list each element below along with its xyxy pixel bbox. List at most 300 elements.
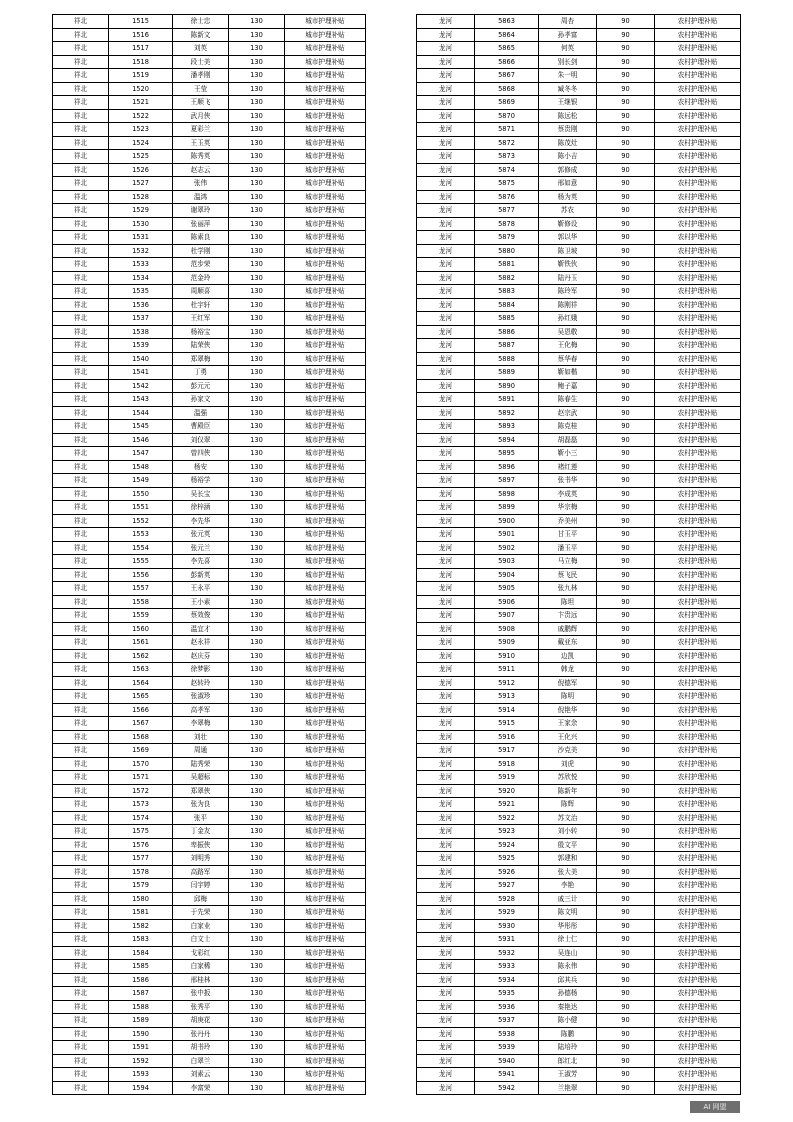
table-row (417, 55, 741, 69)
name-cell: 白家稀 (173, 960, 229, 974)
district-cell: 龙河 (417, 730, 475, 744)
table-row (417, 919, 741, 933)
district-cell: 祥北 (53, 960, 109, 974)
amount-cell: 130 (229, 730, 285, 744)
amount-cell: 90 (597, 352, 655, 366)
district-cell: 龙河 (417, 676, 475, 690)
serial-cell: 5915 (475, 717, 539, 731)
district-cell: 祥北 (53, 501, 109, 515)
name-cell: 戴亚东 (539, 636, 597, 650)
serial-cell: 5884 (475, 298, 539, 312)
district-cell: 龙河 (417, 528, 475, 542)
serial-cell: 1569 (109, 744, 173, 758)
name-cell: 郎红北 (539, 1054, 597, 1068)
subsidy-type-cell: 农村护理补贴 (655, 285, 741, 299)
amount-cell: 130 (229, 69, 285, 83)
table-row (53, 474, 366, 488)
subsidy-type-cell: 城市护理补贴 (285, 163, 366, 177)
subsidy-type-cell: 城市护理补贴 (285, 730, 366, 744)
amount-cell: 90 (597, 690, 655, 704)
amount-cell: 130 (229, 622, 285, 636)
subsidy-type-cell: 城市护理补贴 (285, 1027, 366, 1041)
subsidy-type-cell: 农村护理补贴 (655, 879, 741, 893)
serial-cell: 1549 (109, 474, 173, 488)
amount-cell: 130 (229, 42, 285, 56)
amount-cell: 130 (229, 258, 285, 272)
table-row (53, 420, 366, 434)
subsidy-type-cell: 农村护理补贴 (655, 312, 741, 326)
table-row (417, 406, 741, 420)
amount-cell: 130 (229, 136, 285, 150)
name-cell: 陈素良 (173, 231, 229, 245)
table-row (53, 811, 366, 825)
subsidy-type-cell: 城市护理补贴 (285, 960, 366, 974)
serial-cell: 1590 (109, 1027, 173, 1041)
subsidy-type-cell: 城市护理补贴 (285, 865, 366, 879)
district-cell: 龙河 (417, 744, 475, 758)
amount-cell: 130 (229, 487, 285, 501)
district-cell: 祥北 (53, 258, 109, 272)
table-row (417, 946, 741, 960)
amount-cell: 90 (597, 825, 655, 839)
serial-cell: 1539 (109, 339, 173, 353)
serial-cell: 1515 (109, 15, 173, 29)
district-cell: 龙河 (417, 973, 475, 987)
subsidy-type-cell: 农村护理补贴 (655, 1000, 741, 1014)
watermark-logo: AI 网盟 (690, 1101, 740, 1113)
serial-cell: 5917 (475, 744, 539, 758)
name-cell: 潘玉平 (539, 541, 597, 555)
district-cell: 龙河 (417, 82, 475, 96)
table-row (417, 541, 741, 555)
district-cell: 祥北 (53, 906, 109, 920)
district-cell: 龙河 (417, 906, 475, 920)
subsidy-type-cell: 城市护理补贴 (285, 757, 366, 771)
name-cell: 李富荣 (173, 1081, 229, 1095)
serial-cell: 1592 (109, 1054, 173, 1068)
serial-cell: 5922 (475, 811, 539, 825)
amount-cell: 90 (597, 1068, 655, 1082)
name-cell: 张书华 (539, 474, 597, 488)
table-row (417, 879, 741, 893)
district-cell: 龙河 (417, 514, 475, 528)
district-cell: 祥北 (53, 528, 109, 542)
serial-cell: 1560 (109, 622, 173, 636)
district-cell: 祥北 (53, 109, 109, 123)
table-row (53, 568, 366, 582)
district-cell: 龙河 (417, 177, 475, 191)
district-cell: 龙河 (417, 190, 475, 204)
subsidy-type-cell: 城市护理补贴 (285, 892, 366, 906)
district-cell: 龙河 (417, 946, 475, 960)
name-cell: 郭修成 (539, 163, 597, 177)
amount-cell: 130 (229, 406, 285, 420)
district-cell: 祥北 (53, 231, 109, 245)
district-cell: 祥北 (53, 150, 109, 164)
subsidy-type-cell: 城市护理补贴 (285, 55, 366, 69)
serial-cell: 5874 (475, 163, 539, 177)
district-cell: 祥北 (53, 217, 109, 231)
table-row (417, 663, 741, 677)
district-cell: 祥北 (53, 487, 109, 501)
amount-cell: 130 (229, 474, 285, 488)
name-cell: 陈新文 (173, 28, 229, 42)
amount-cell: 90 (597, 15, 655, 29)
amount-cell: 130 (229, 433, 285, 447)
subsidy-type-cell: 农村护理补贴 (655, 933, 741, 947)
subsidy-type-cell: 城市护理补贴 (285, 190, 366, 204)
table-row (417, 703, 741, 717)
name-cell: 陆培玲 (539, 1041, 597, 1055)
table-row (417, 433, 741, 447)
serial-cell: 1541 (109, 366, 173, 380)
district-cell: 龙河 (417, 393, 475, 407)
amount-cell: 90 (597, 1014, 655, 1028)
district-cell: 祥北 (53, 514, 109, 528)
district-cell: 祥北 (53, 838, 109, 852)
name-cell: 张中扳 (173, 987, 229, 1001)
subsidy-type-cell: 农村护理补贴 (655, 946, 741, 960)
serial-cell: 1563 (109, 663, 173, 677)
name-cell: 张元英 (173, 528, 229, 542)
subsidy-type-cell: 农村护理补贴 (655, 852, 741, 866)
subsidy-type-cell: 农村护理补贴 (655, 28, 741, 42)
district-cell: 龙河 (417, 784, 475, 798)
subsidy-type-cell: 农村护理补贴 (655, 150, 741, 164)
subsidy-type-cell: 农村护理补贴 (655, 352, 741, 366)
table-row (417, 1054, 741, 1068)
table-row (417, 271, 741, 285)
table-row (53, 271, 366, 285)
serial-cell: 5894 (475, 433, 539, 447)
subsidy-type-cell: 城市护理补贴 (285, 501, 366, 515)
name-cell: 沙克美 (539, 744, 597, 758)
serial-cell: 5878 (475, 217, 539, 231)
serial-cell: 5913 (475, 690, 539, 704)
amount-cell: 90 (597, 258, 655, 272)
serial-cell: 1588 (109, 1000, 173, 1014)
district-cell: 祥北 (53, 595, 109, 609)
name-cell: 白文士 (173, 933, 229, 947)
subsidy-type-cell: 农村护理补贴 (655, 406, 741, 420)
district-cell: 祥北 (53, 919, 109, 933)
table-row (417, 744, 741, 758)
table-row (53, 987, 366, 1001)
district-cell: 祥北 (53, 1068, 109, 1082)
subsidy-type-cell: 城市护理补贴 (285, 28, 366, 42)
name-cell: 徐梦影 (173, 663, 229, 677)
serial-cell: 1534 (109, 271, 173, 285)
serial-cell: 1538 (109, 325, 173, 339)
serial-cell: 5935 (475, 987, 539, 1001)
serial-cell: 1574 (109, 811, 173, 825)
name-cell: 刘素云 (173, 1068, 229, 1082)
amount-cell: 90 (597, 433, 655, 447)
table-row (417, 231, 741, 245)
serial-cell: 5918 (475, 757, 539, 771)
serial-cell: 5931 (475, 933, 539, 947)
name-cell: 陈新年 (539, 784, 597, 798)
district-cell: 龙河 (417, 663, 475, 677)
amount-cell: 90 (597, 55, 655, 69)
serial-cell: 1518 (109, 55, 173, 69)
table-row (417, 676, 741, 690)
district-cell: 祥北 (53, 1014, 109, 1028)
amount-cell: 130 (229, 28, 285, 42)
table-row (417, 690, 741, 704)
subsidy-type-cell: 城市护理补贴 (285, 204, 366, 218)
subsidy-type-cell: 城市护理补贴 (285, 352, 366, 366)
subsidy-type-cell: 农村护理补贴 (655, 649, 741, 663)
amount-cell: 130 (229, 271, 285, 285)
name-cell: 苏欣悦 (539, 771, 597, 785)
table-row (417, 1041, 741, 1055)
name-cell: 陈玲军 (539, 285, 597, 299)
serial-cell: 1530 (109, 217, 173, 231)
district-cell: 龙河 (417, 960, 475, 974)
district-cell: 龙河 (417, 96, 475, 110)
subsidy-type-cell: 城市护理补贴 (285, 703, 366, 717)
subsidy-type-cell: 城市护理补贴 (285, 420, 366, 434)
amount-cell: 130 (229, 244, 285, 258)
table-row (417, 244, 741, 258)
subsidy-type-cell: 城市护理补贴 (285, 973, 366, 987)
amount-cell: 90 (597, 1081, 655, 1095)
serial-cell: 5896 (475, 460, 539, 474)
subsidy-type-cell: 农村护理补贴 (655, 528, 741, 542)
name-cell: 闫宇婷 (173, 879, 229, 893)
amount-cell: 90 (597, 393, 655, 407)
name-cell: 王永平 (173, 582, 229, 596)
amount-cell: 90 (597, 163, 655, 177)
table-row (53, 217, 366, 231)
serial-cell: 1581 (109, 906, 173, 920)
subsidy-type-cell: 城市护理补贴 (285, 379, 366, 393)
table-row (53, 933, 366, 947)
district-cell: 祥北 (53, 406, 109, 420)
district-cell: 龙河 (417, 109, 475, 123)
amount-cell: 90 (597, 946, 655, 960)
serial-cell: 5903 (475, 555, 539, 569)
table-row (417, 1081, 741, 1095)
amount-cell: 130 (229, 55, 285, 69)
name-cell: 高路军 (173, 865, 229, 879)
serial-cell: 5889 (475, 366, 539, 380)
district-cell: 祥北 (53, 204, 109, 218)
subsidy-type-cell: 农村护理补贴 (655, 1054, 741, 1068)
name-cell: 郭以华 (539, 231, 597, 245)
district-cell: 龙河 (417, 1068, 475, 1082)
name-cell: 王顺飞 (173, 96, 229, 110)
subsidy-type-cell: 农村护理补贴 (655, 123, 741, 137)
district-cell: 龙河 (417, 487, 475, 501)
right-table (416, 14, 741, 1095)
amount-cell: 130 (229, 568, 285, 582)
district-cell: 祥北 (53, 366, 109, 380)
amount-cell: 130 (229, 1000, 285, 1014)
table-row (53, 852, 366, 866)
serial-cell: 1547 (109, 447, 173, 461)
amount-cell: 130 (229, 231, 285, 245)
serial-cell: 5866 (475, 55, 539, 69)
table-row (417, 42, 741, 56)
subsidy-type-cell: 城市护理补贴 (285, 1068, 366, 1082)
table-row (417, 366, 741, 380)
serial-cell: 5875 (475, 177, 539, 191)
district-cell: 祥北 (53, 55, 109, 69)
serial-cell: 1532 (109, 244, 173, 258)
table-row (53, 784, 366, 798)
subsidy-type-cell: 农村护理补贴 (655, 541, 741, 555)
table-row (417, 1027, 741, 1041)
amount-cell: 130 (229, 555, 285, 569)
amount-cell: 130 (229, 528, 285, 542)
serial-cell: 5901 (475, 528, 539, 542)
district-cell: 祥北 (53, 973, 109, 987)
subsidy-type-cell: 农村护理补贴 (655, 1027, 741, 1041)
subsidy-type-cell: 农村护理补贴 (655, 42, 741, 56)
district-cell: 龙河 (417, 717, 475, 731)
amount-cell: 90 (597, 757, 655, 771)
amount-cell: 130 (229, 987, 285, 1001)
district-cell: 祥北 (53, 676, 109, 690)
district-cell: 龙河 (417, 474, 475, 488)
subsidy-type-cell: 城市护理补贴 (285, 109, 366, 123)
table-row (53, 1081, 366, 1095)
district-cell: 祥北 (53, 555, 109, 569)
amount-cell: 130 (229, 825, 285, 839)
serial-cell: 5872 (475, 136, 539, 150)
name-cell: 郭建和 (539, 852, 597, 866)
serial-cell: 1571 (109, 771, 173, 785)
serial-cell: 1536 (109, 298, 173, 312)
name-cell: 戚三计 (539, 892, 597, 906)
amount-cell: 130 (229, 447, 285, 461)
subsidy-type-cell: 城市护理补贴 (285, 136, 366, 150)
serial-cell: 5869 (475, 96, 539, 110)
serial-cell: 1585 (109, 960, 173, 974)
district-cell: 祥北 (53, 717, 109, 731)
amount-cell: 130 (229, 595, 285, 609)
serial-cell: 5867 (475, 69, 539, 83)
table-row (53, 298, 366, 312)
name-cell: 刘英 (173, 42, 229, 56)
subsidy-type-cell: 城市护理补贴 (285, 906, 366, 920)
table-row (53, 204, 366, 218)
table-row (417, 825, 741, 839)
serial-cell: 1525 (109, 150, 173, 164)
serial-cell: 5891 (475, 393, 539, 407)
name-cell: 殷文平 (539, 838, 597, 852)
table-row (53, 541, 366, 555)
table-row (417, 514, 741, 528)
district-cell: 龙河 (417, 879, 475, 893)
amount-cell: 130 (229, 190, 285, 204)
subsidy-type-cell: 农村护理补贴 (655, 784, 741, 798)
amount-cell: 130 (229, 393, 285, 407)
subsidy-type-cell: 农村护理补贴 (655, 865, 741, 879)
district-cell: 龙河 (417, 163, 475, 177)
serial-cell: 5868 (475, 82, 539, 96)
name-cell: 戚鹏辉 (539, 622, 597, 636)
amount-cell: 130 (229, 177, 285, 191)
district-cell: 祥北 (53, 1027, 109, 1041)
serial-cell: 5904 (475, 568, 539, 582)
serial-cell: 5938 (475, 1027, 539, 1041)
table-row (417, 649, 741, 663)
name-cell: 邢如意 (539, 177, 597, 191)
subsidy-type-cell: 农村护理补贴 (655, 798, 741, 812)
district-cell: 祥北 (53, 946, 109, 960)
table-row (417, 420, 741, 434)
district-cell: 龙河 (417, 568, 475, 582)
serial-cell: 5881 (475, 258, 539, 272)
table-row (417, 177, 741, 191)
serial-cell: 5906 (475, 595, 539, 609)
district-cell: 祥北 (53, 852, 109, 866)
name-cell: 孙家文 (173, 393, 229, 407)
table-row (417, 757, 741, 771)
table-row (417, 717, 741, 731)
amount-cell: 130 (229, 150, 285, 164)
subsidy-type-cell: 城市护理补贴 (285, 150, 366, 164)
amount-cell: 130 (229, 906, 285, 920)
serial-cell: 1548 (109, 460, 173, 474)
amount-cell: 90 (597, 244, 655, 258)
district-cell: 龙河 (417, 1014, 475, 1028)
table-row (53, 865, 366, 879)
table-row (417, 852, 741, 866)
serial-cell: 5914 (475, 703, 539, 717)
name-cell: 赵志云 (173, 163, 229, 177)
district-cell: 龙河 (417, 541, 475, 555)
district-cell: 龙河 (417, 271, 475, 285)
table-row (417, 811, 741, 825)
district-cell: 祥北 (53, 663, 109, 677)
district-cell: 龙河 (417, 150, 475, 164)
amount-cell: 90 (597, 973, 655, 987)
name-cell: 陈卫坡 (539, 244, 597, 258)
serial-cell: 5909 (475, 636, 539, 650)
serial-cell: 5926 (475, 865, 539, 879)
name-cell: 张平 (173, 811, 229, 825)
amount-cell: 90 (597, 231, 655, 245)
subsidy-type-cell: 城市护理补贴 (285, 798, 366, 812)
district-cell: 龙河 (417, 1000, 475, 1014)
table-row (53, 690, 366, 704)
amount-cell: 90 (597, 865, 655, 879)
table-row (417, 487, 741, 501)
subsidy-type-cell: 农村护理补贴 (655, 555, 741, 569)
name-cell: 陈明 (539, 690, 597, 704)
table-row (53, 1054, 366, 1068)
amount-cell: 130 (229, 420, 285, 434)
district-cell: 祥北 (53, 339, 109, 353)
subsidy-type-cell: 农村护理补贴 (655, 771, 741, 785)
serial-cell: 1529 (109, 204, 173, 218)
table-row (53, 163, 366, 177)
district-cell: 龙河 (417, 406, 475, 420)
serial-cell: 5886 (475, 325, 539, 339)
subsidy-type-cell: 城市护理补贴 (285, 231, 366, 245)
table-row (53, 123, 366, 137)
subsidy-type-cell: 农村护理补贴 (655, 825, 741, 839)
table-row (417, 379, 741, 393)
table-row (417, 190, 741, 204)
table-row (53, 555, 366, 569)
name-cell: 周通 (173, 744, 229, 758)
name-cell: 边凯 (539, 649, 597, 663)
